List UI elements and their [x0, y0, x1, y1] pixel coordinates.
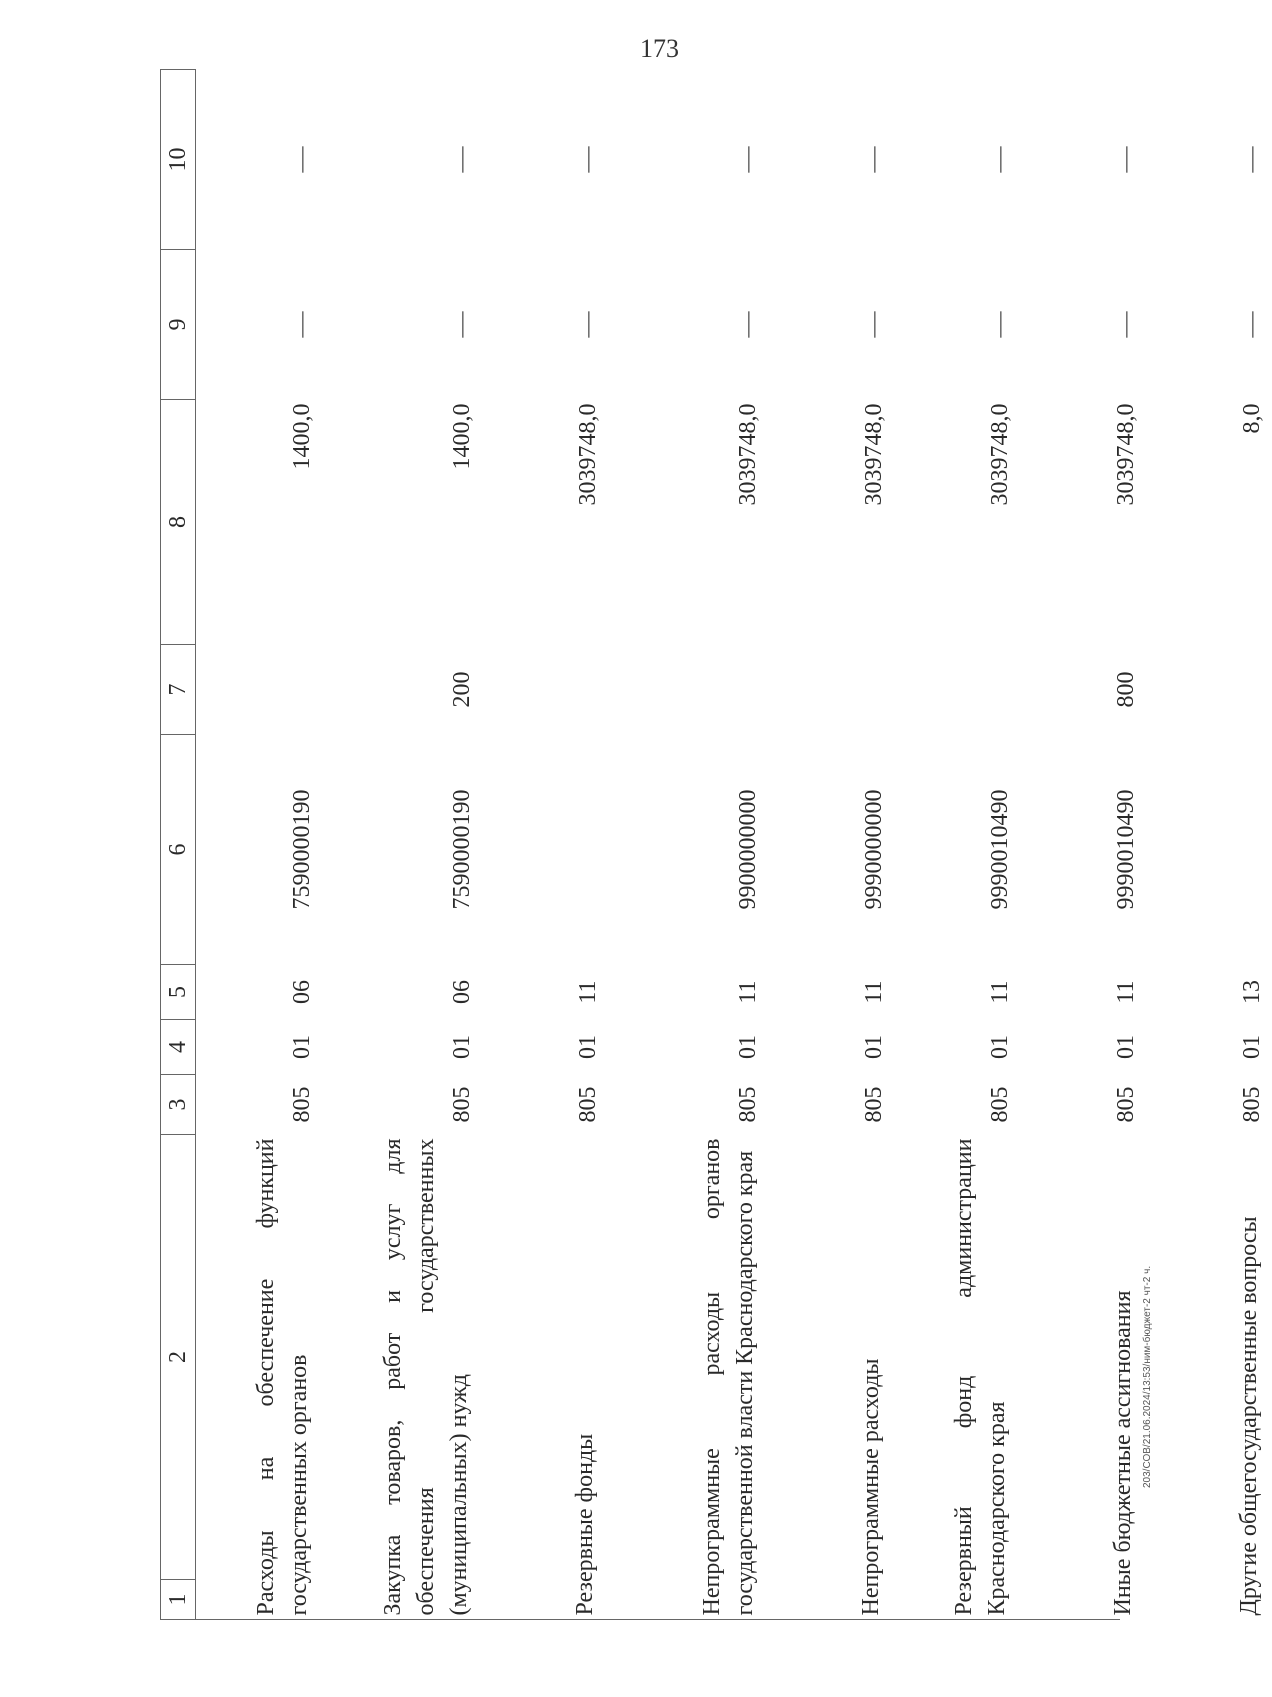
- row-col-6: 9990010490: [986, 789, 1013, 910]
- row-col-10: —: [1109, 146, 1139, 173]
- header-col-3: 3: [161, 1075, 196, 1135]
- row-col-8: 3039748,0: [1112, 403, 1139, 506]
- row-col-4: 01: [1112, 1035, 1139, 1059]
- row-col-10: —: [285, 146, 315, 173]
- header-col-2: 2: [161, 1135, 196, 1580]
- row-col-7: [482, 645, 608, 735]
- row-col-8: 3039748,0: [860, 403, 887, 506]
- row-col-7: [196, 645, 322, 735]
- row-col-9: —: [445, 311, 475, 338]
- row-col-5: 11: [860, 980, 887, 1004]
- row-col-4: 01: [448, 1035, 475, 1059]
- row-col-6: 7590000190: [288, 789, 315, 910]
- row-name: Непрограммные расходы органов государственной власти Краснодарского края: [698, 1138, 758, 1616]
- page-number: 173: [640, 34, 679, 63]
- row-col-5: 11: [1112, 980, 1139, 1004]
- row-name: Расходы на обеспечение функций государственных органов: [252, 1138, 312, 1616]
- row-col-7: [894, 645, 1020, 735]
- row-col-7: [608, 645, 768, 735]
- row-col-7: [768, 645, 894, 735]
- row-col-3: 805: [574, 1086, 601, 1123]
- row-col-10: —: [983, 146, 1013, 173]
- row-col-10: —: [571, 146, 601, 173]
- row-col-3: 805: [1112, 1086, 1139, 1123]
- row-col-9: —: [857, 311, 887, 338]
- row-col-10: —: [731, 146, 761, 173]
- row-col-4: 01: [1238, 1035, 1265, 1059]
- row-col-7: [1146, 645, 1272, 735]
- row-col-6: 9990010490: [1112, 789, 1139, 910]
- header-col-6: 6: [161, 735, 196, 965]
- row-col-10: —: [445, 146, 475, 173]
- row-name: Резервный фонд администрации Краснодарского края: [950, 1138, 1010, 1616]
- document-footer: 203/СОВ/21.06.2024/13:53/ним-бюджет-2 чт-2 ч.: [1142, 1265, 1153, 1488]
- row-col-4: 01: [574, 1035, 601, 1059]
- table-row: [322, 70, 482, 1620]
- table-row: [1146, 70, 1272, 1620]
- row-col-6: 7590000190: [448, 789, 475, 910]
- row-col-4: 01: [288, 1035, 315, 1059]
- row-name: Непрограммные расходы: [857, 1358, 884, 1616]
- row-name: Закупка товаров, работ и услуг для обеспечения государственных (муниципальных) нужд: [379, 1138, 472, 1616]
- row-col-7: 800: [1112, 671, 1139, 708]
- row-col-3: 805: [288, 1086, 315, 1123]
- row-col-6: [482, 735, 608, 965]
- row-col-8: 8,0: [1238, 403, 1265, 434]
- table-left-border: [194, 1619, 1120, 1620]
- row-col-5: 11: [574, 980, 601, 1004]
- header-col-7: 7: [161, 645, 196, 735]
- row-col-4: 01: [986, 1035, 1013, 1059]
- table-row: [608, 70, 768, 1620]
- row-col-6: [1146, 735, 1272, 965]
- row-col-3: 805: [860, 1086, 887, 1123]
- row-col-10: —: [1235, 146, 1265, 173]
- row-col-4: 01: [734, 1035, 761, 1059]
- row-col-6: 9900000000: [734, 789, 761, 910]
- header-col-9: 9: [161, 250, 196, 400]
- row-col-3: 805: [734, 1086, 761, 1123]
- row-col-9: —: [285, 311, 315, 338]
- row-col-8: 3039748,0: [574, 403, 601, 506]
- row-col-8: 3039748,0: [986, 403, 1013, 506]
- table-header-row: [161, 70, 196, 1620]
- header-col-10: 10: [161, 70, 196, 250]
- header-col-8: 8: [161, 400, 196, 645]
- table-row: [768, 70, 894, 1620]
- row-name: Резервные фонды: [571, 1433, 598, 1616]
- row-col-5: 06: [448, 980, 475, 1004]
- row-col-3: 805: [448, 1086, 475, 1123]
- row-col-8: 1400,0: [288, 403, 315, 470]
- row-col-10: —: [857, 146, 887, 173]
- budget-table: [160, 69, 1272, 1620]
- row-col-9: —: [983, 311, 1013, 338]
- row-col-6: 9990000000: [860, 789, 887, 910]
- row-col-3: 805: [1238, 1086, 1265, 1123]
- table-row: [196, 70, 322, 1620]
- row-col-7: 200: [448, 671, 475, 708]
- row-col-8: 3039748,0: [734, 403, 761, 506]
- row-col-9: —: [1235, 311, 1265, 338]
- header-col-4: 4: [161, 1020, 196, 1075]
- table-row: [1020, 70, 1146, 1620]
- row-col-5: 11: [734, 980, 761, 1004]
- table-row: [894, 70, 1020, 1620]
- row-col-9: —: [1109, 311, 1139, 338]
- row-col-5: 06: [288, 980, 315, 1004]
- header-col-5: 5: [161, 965, 196, 1020]
- row-col-9: —: [571, 311, 601, 338]
- table-row: [482, 70, 608, 1620]
- row-col-5: 13: [1238, 980, 1265, 1004]
- header-col-1: 1: [161, 1580, 196, 1620]
- row-name: Другие общегосударственные вопросы: [1235, 1216, 1262, 1616]
- row-col-5: 11: [986, 980, 1013, 1004]
- row-col-4: 01: [860, 1035, 887, 1059]
- row-name: Иные бюджетные ассигнования: [1109, 1290, 1136, 1616]
- row-col-9: —: [731, 311, 761, 338]
- row-col-8: 1400,0: [448, 403, 475, 470]
- row-col-3: 805: [986, 1086, 1013, 1123]
